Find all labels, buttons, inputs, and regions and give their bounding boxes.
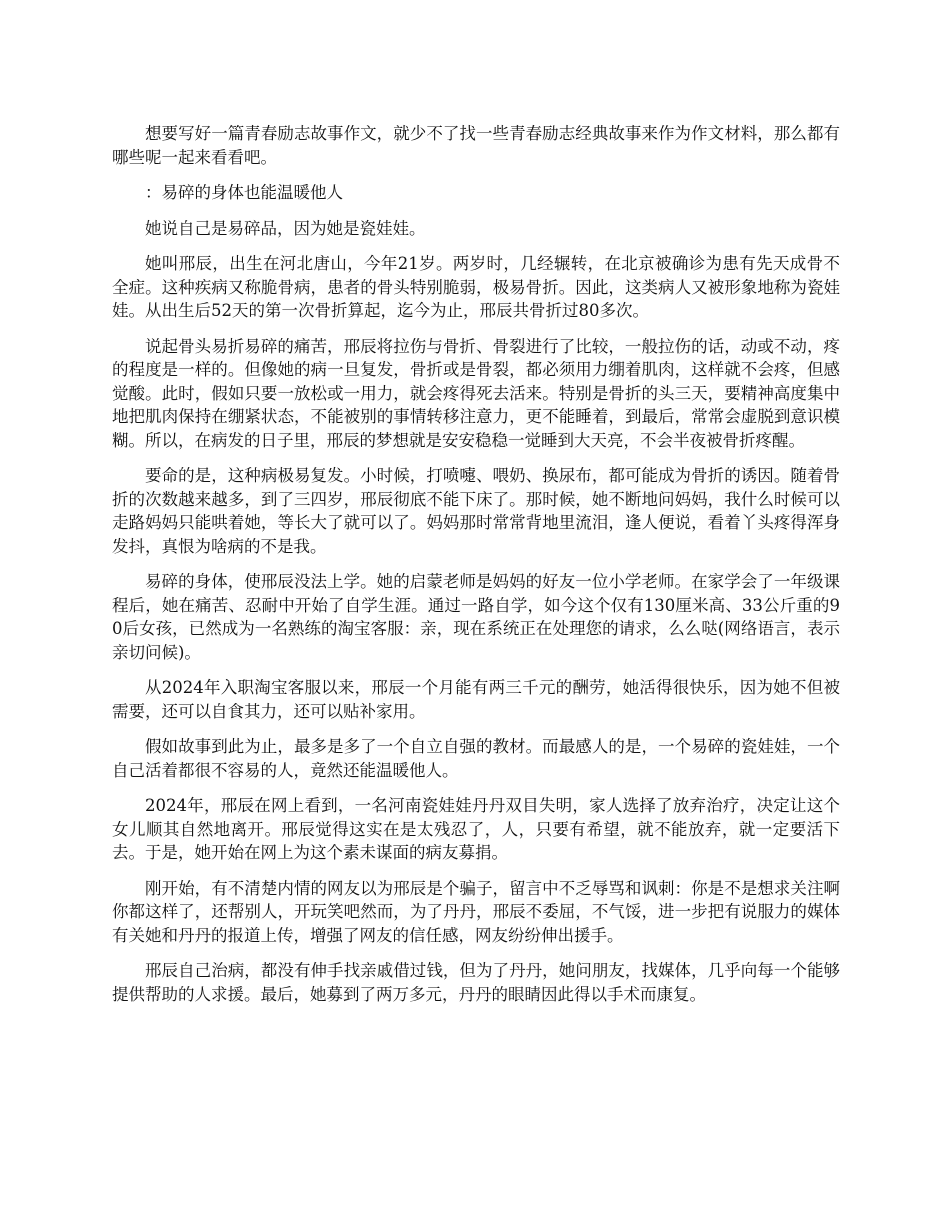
body-paragraph: 要命的是，这种病极易复发。小时候，打喷嚏、喂奶、换尿布，都可能成为骨折的诱因。随着骨折的次数越来越多，到了三四岁，邢辰彻底不能下床了。那时候，她不断地问妈妈，我什么时候可以走路妈妈只能哄着她，等长大了就可以了。妈妈那时常常背地里流泪，逢人便说，看着丫头疼得浑身发抖，真恨为啥病的不是我。 <box>112 466 840 556</box>
intro-paragraph: 想要写好一篇青春励志故事作文，就少不了找一些青春励志经典故事来作为作文材料，那么都有哪些呢一起来看看吧。 <box>112 124 840 167</box>
body-paragraph: 说起骨头易折易碎的痛苦，邢辰将拉伤与骨折、骨裂进行了比较，一般拉伤的话，动或不动，疼的程度是一样的。但像她的病一旦复发，骨折或是骨裂，都必须用力绷着肌肉，这样就不会疼，但感觉酸。此时，假如只要一放松或一用力，就会疼得死去活来。特别是骨折的头三天，要精神高度集中地把肌肉保持在绷紧状态，不能被别的事情转移注意力，更不能睡着，到最后，常常会虚脱到意识模糊。所以，在病发的日子里，邢辰的梦想就是安安稳稳一觉睡到大天亮，不会半夜被骨折疼醒。 <box>112 336 840 450</box>
story-heading: ：易碎的身体也能温暖他人 <box>145 183 343 202</box>
body-paragraph: 假如故事到此为止，最多是多了一个自立自强的教材。而最感人的是，一个易碎的瓷娃娃，一个自己活着都很不容易的人，竟然还能温暖他人。 <box>112 737 840 780</box>
body-paragraph: 易碎的身体，使邢辰没法上学。她的启蒙老师是妈妈的好友一位小学老师。在家学会了一年级课程后，她在痛苦、忍耐中开始了自学生涯。通过一路自学，如今这个仅有130厘米高、33公斤重的90后女孩，已然成为一名熟练的淘宝客服：亲，现在系统正在处理您的请求，么么哒(网络语言，表示亲切问候)。 <box>112 572 840 662</box>
body-paragraph: 她叫邢辰，出生在河北唐山，今年21岁。两岁时，几经辗转，在北京被确诊为患有先天成骨不全症。这种疾病又称脆骨病，患者的骨头特别脆弱，极易骨折。因此，这类病人又被形象地称为瓷娃娃。从出生后52天的第一次骨折算起，迄今为止，邢辰共骨折过80多次。 <box>112 254 840 320</box>
body-paragraph: 从2024年入职淘宝客服以来，邢辰一个月能有两三千元的酬劳，她活得很快乐，因为她不但被需要，还可以自食其力，还可以贴补家用。 <box>112 678 840 721</box>
body-paragraph: 2024年，邢辰在网上看到，一名河南瓷娃娃丹丹双目失明，家人选择了放弃治疗，决定让这个女儿顺其自然地离开。邢辰觉得这实在是太残忍了，人，只要有希望，就不能放弃，就一定要活下去。于是，她开始在网上为这个素未谋面的病友募捐。 <box>112 796 840 862</box>
body-paragraph: 邢辰自己治病，都没有伸手找亲戚借过钱，但为了丹丹，她问朋友，找媒体，几乎向每一个能够提供帮助的人求援。最后，她募到了两万多元，丹丹的眼睛因此得以手术而康复。 <box>112 961 840 1004</box>
body-paragraph: 刚开始，有不清楚内情的网友以为邢辰是个骗子，留言中不乏辱骂和讽刺：你是不是想求关注啊你都这样了，还帮别人，开玩笑吧然而，为了丹丹，邢辰不委屈，不气馁，进一步把有说服力的媒体有关她和丹丹的报道上传，增强了网友的信任感，网友纷纷伸出援手。 <box>112 878 840 945</box>
document-body <box>112 122 840 1018</box>
body-paragraph: 她说自己是易碎品，因为她是瓷娃娃。 <box>145 218 426 238</box>
